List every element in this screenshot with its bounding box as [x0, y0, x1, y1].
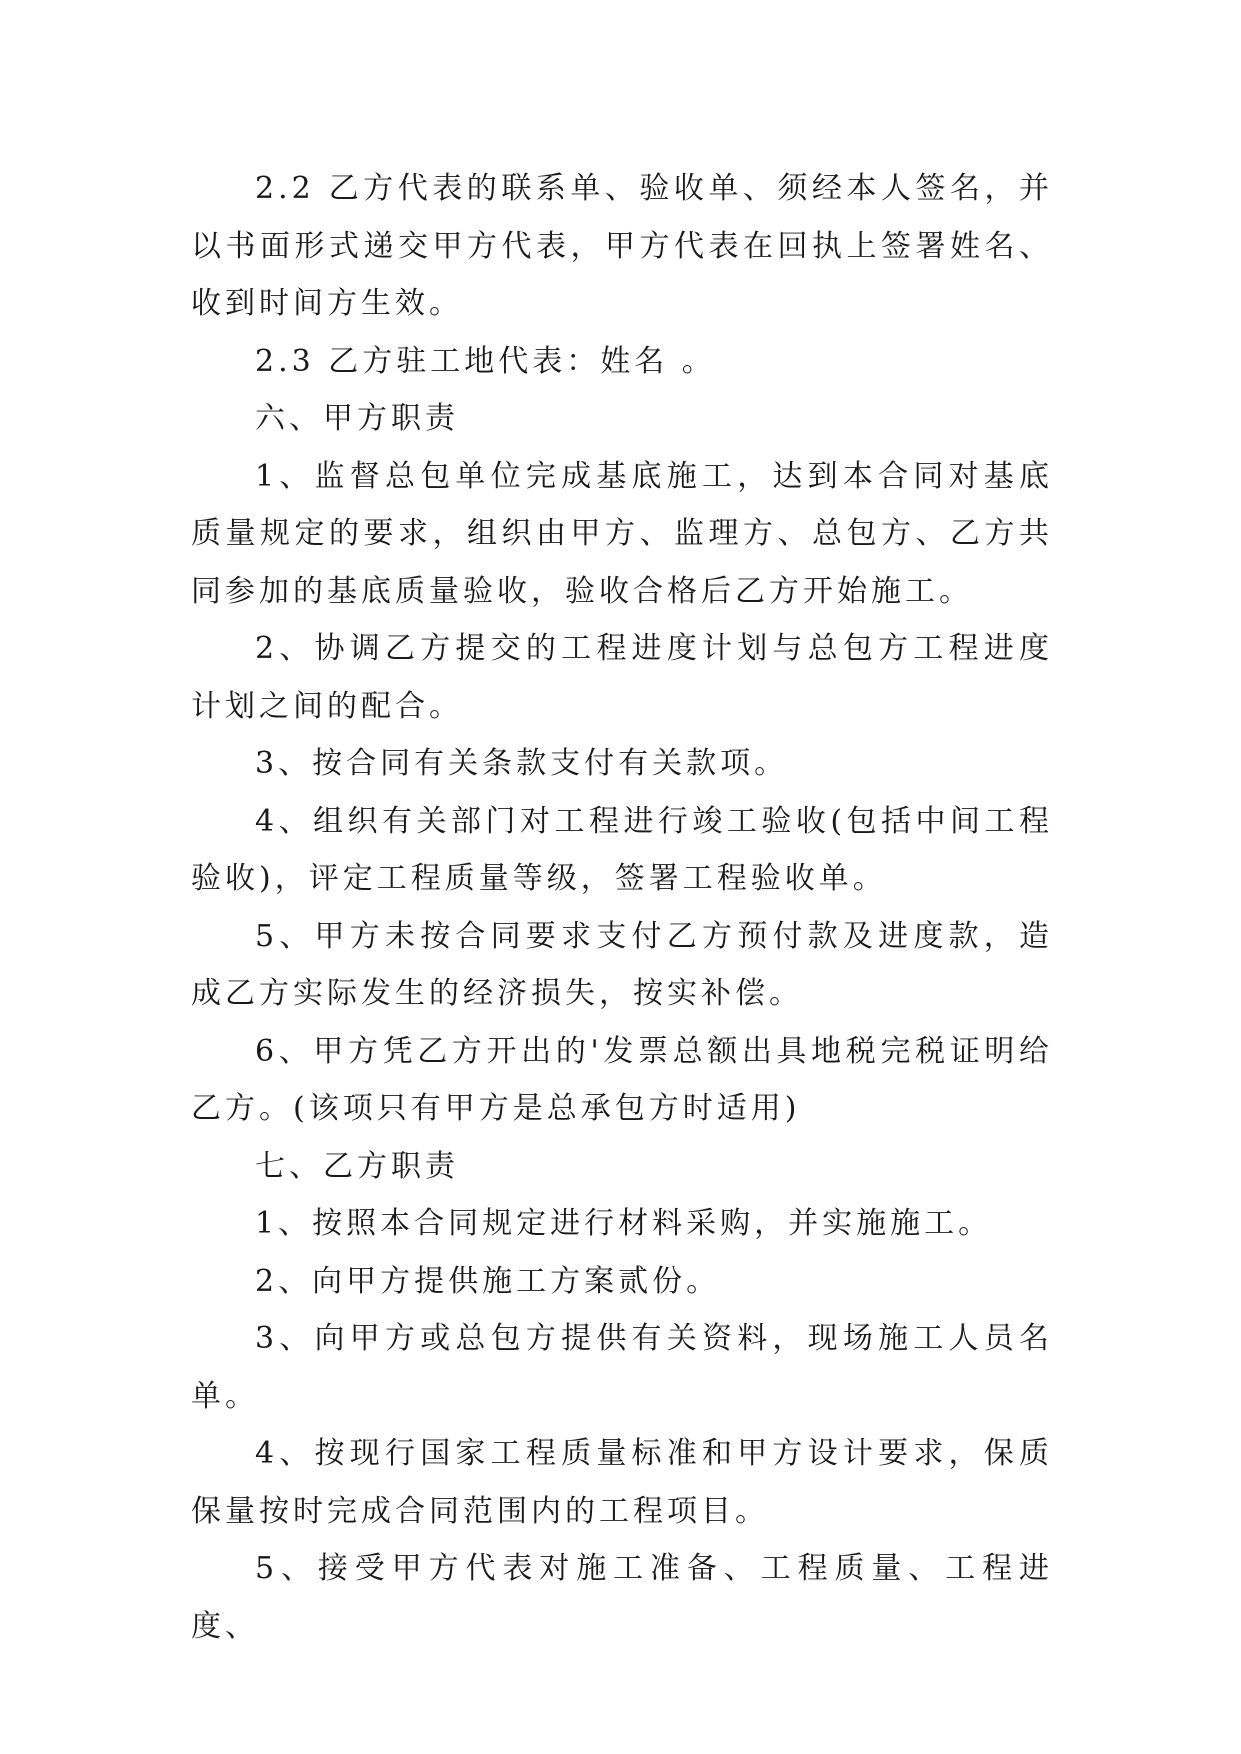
paragraph-a-duty-5: 5、甲方未按合同要求支付乙方预付款及进度款，造成乙方实际发生的经济损失，按实补偿。	[191, 918, 1053, 1011]
paragraph-b-duty-1: 1、按照本合同规定进行材料采购，并实施施工。	[255, 1206, 993, 1241]
paragraph-a-duty-4: 4、组织有关部门对工程进行竣工验收(包括中间工程验收)，评定工程质量等级，签署工程验收单。	[191, 803, 1053, 896]
document-body	[191, 160, 1053, 1655]
paragraph-a-duty-3: 3、按合同有关条款支付有关款项。	[255, 746, 789, 781]
paragraph-b-duty-2: 2、向甲方提供施工方案贰份。	[255, 1263, 721, 1299]
paragraph-b-duty-3: 3、向甲方或总包方提供有关资料，现场施工人员名单。	[191, 1321, 1053, 1414]
paragraph-a-duty-6: 6、甲方凭乙方开出的'发票总额出具地税完税证明给乙方。(该项只有甲方是总承包方时适用)	[191, 1033, 1053, 1126]
paragraph-a-duty-1: 1、监督总包单位完成基底施工，达到本合同对基底质量规定的要求，组织由甲方、监理方、总包方、乙方共同参加的基底质量验收，验收合格后乙方开始施工。	[191, 458, 1053, 609]
paragraph-2-3-site-representative: 2.3 乙方驻工地代表：姓名 。	[255, 343, 716, 379]
section-heading-party-a-duties: 六、甲方职责	[255, 401, 459, 436]
section-heading-party-b-duties: 七、乙方职责	[255, 1148, 459, 1184]
paragraph-a-duty-2: 2、协调乙方提交的工程进度计划与总包方工程进度计划之间的配合。	[191, 631, 1053, 724]
paragraph-2-2-representative-signature: 2.2 乙方代表的联系单、验收单、须经本人签名，并以书面形式递交甲方代表，甲方代表在回执上签署姓名、收到时间方生效。	[191, 171, 1053, 321]
paragraph-b-duty-4: 4、按现行国家工程质量标准和甲方设计要求，保质保量按时完成合同范围内的工程项目。	[191, 1436, 1053, 1529]
paragraph-b-duty-5: 5、接受甲方代表对施工准备、工程质量、工程进度、	[191, 1551, 1053, 1644]
